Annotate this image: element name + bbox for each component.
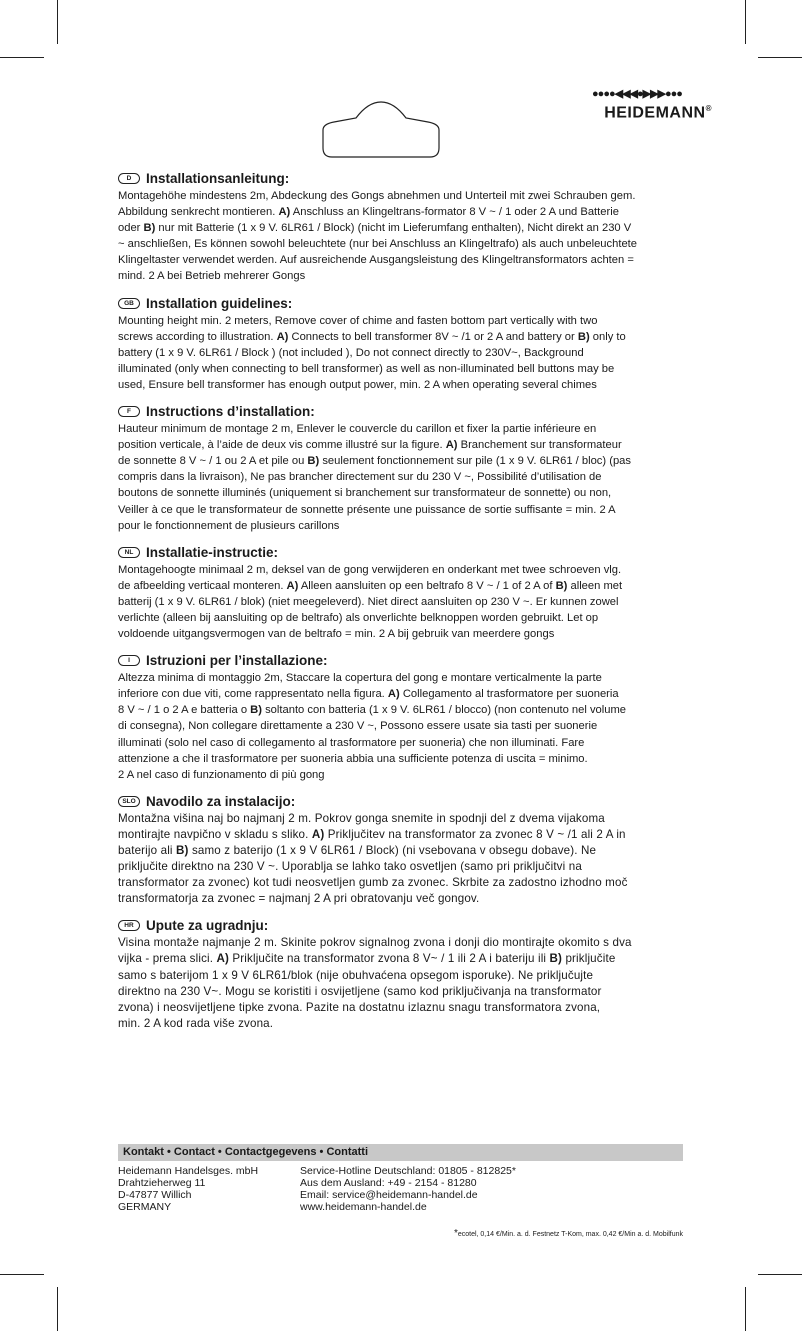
service-info	[300, 1165, 516, 1213]
section-heading	[118, 544, 684, 561]
bold-marker: B)	[307, 455, 320, 468]
section-slo	[118, 793, 684, 908]
text-line: Montagehöhe mindestens 2m, Abdeckung des Gongs abnehmen und Unterteil mit zwei Schrauben gem.	[118, 190, 636, 202]
service-website[interactable]: www.heidemann-handel.de	[300, 1201, 427, 1213]
section-title: Installation guidelines:	[146, 295, 293, 311]
text-line: Mounting height min. 2 meters, Remove cover of chime and fasten bottom part vertically with two	[118, 314, 598, 327]
section-title: Instructions d’installation:	[146, 404, 315, 420]
bold-marker: A)	[445, 439, 458, 452]
brand-logo	[562, 88, 712, 122]
text-line: priključite direktno na 230 V ~. Uporablja se lahko tako osvetljen (samo pri priključitvi na	[118, 860, 582, 874]
text-line: Montažna višina naj bo najmanj 2 m. Pokrov gonga snemite in spodnji del z dvema vijakoma	[118, 811, 605, 825]
bold-marker: A)	[286, 579, 299, 592]
text-line: 8 V ~ / 1 o 2 A e batteria o B) soltanto con batteria (1 x 9 V. 6LR61 / blocco) (non contenuto nel volume	[118, 704, 627, 717]
text-line: boutons de sonnette illuminés (uniquement si branchement sur transformateur de sonnette) ou non,	[118, 487, 612, 500]
crop-mark	[0, 57, 44, 58]
text-line: battery (1 x 9 V. 6LR61 / Block ) (not included ), Do not connect directly to 230V~, Background	[118, 346, 584, 359]
section-title: Istruzioni per l’installazione:	[146, 653, 328, 669]
address-line: Drahtzieherweg 11	[118, 1177, 206, 1189]
section-title: Navodilo za instalacijo:	[146, 793, 296, 809]
text-line: ~ anschließen, Es können sowohl beleuchtete (nur bei Anschluss an Klingeltrafo) als auch unbeleuchtete	[118, 238, 637, 251]
text-line: direktno na 230 V~. Mogu se koristiti i osvijetljene (samo kod priključivanja na transformator	[118, 984, 602, 998]
instructions-content	[118, 170, 684, 1042]
company-address	[118, 1165, 258, 1213]
text-line: attenzione a che il trasformatore per suoneria abbia una sufficiente potenza di uscita = minimo.	[118, 752, 588, 765]
section-body	[118, 811, 684, 908]
contact-bar-label: Kontakt • Contact • Contactgegevens • Contatti	[123, 1146, 369, 1158]
text-line: de sonnette 8 V ~ / 1 ou 2 A et pile ou B) seulement fonctionnement sur pile (1 x 9 V. 6LR61 / bloc) (pas	[118, 455, 631, 468]
address-line: Heidemann Handelsges. mbH	[118, 1165, 259, 1177]
text-line: mind. 2 A bei Betrieb mehrerer Gongs	[118, 270, 306, 283]
text-line: oder B) nur mit Batterie (1 x 9 V. 6LR61 / Block) (nicht im Lieferumfang enthalten), Nicht direkt an 230 V	[118, 222, 632, 235]
crop-mark	[745, 0, 746, 44]
bold-marker: A)	[216, 952, 230, 966]
text-line: transformatorja za zvonec = najmanj 2 A pri obratovanju več gongov.	[118, 892, 480, 906]
text-line: verlichte (alleen bij aansluiting op de beltrafo) als onverlichte belknoppen worden gebruikt. Let op	[118, 611, 599, 624]
bold-marker: A)	[276, 330, 289, 343]
crop-mark	[758, 57, 802, 58]
text-line: compris dans la livraison), Ne pas brancher directement sur du 230 V ~, Possibilité d’utilisation de	[118, 471, 602, 484]
contact-bar	[118, 1144, 683, 1161]
text-line: Altezza minima di montaggio 2m, Staccare la copertura del gong e montare verticalmente la parte	[118, 672, 602, 685]
country-code-badge: F	[118, 406, 140, 417]
text-line: Veiller à ce que le transformateur de sonnette présente une puissance de sortie suffisante = min. 2 A	[118, 503, 616, 516]
bold-marker: A)	[387, 688, 400, 701]
bold-marker: B)	[176, 844, 189, 857]
text-line: position verticale, à l’aide de deux vis comme illustré sur la figure. A) Branchement sur transformateur	[118, 439, 622, 452]
section-i	[118, 652, 684, 783]
section-body	[118, 935, 684, 1032]
logo-name: HEIDEMANN®	[604, 104, 712, 122]
address-line: D-47877 Willich	[118, 1189, 192, 1201]
text-line: samo s baterijom 1 x 9 V 6LR61/blok (nije obuhvaćena opsegom isporuke). Ne priključujte	[118, 968, 594, 982]
crop-mark	[758, 1274, 802, 1275]
section-body	[118, 670, 684, 783]
crop-mark	[0, 1274, 44, 1275]
country-code-badge: I	[118, 655, 140, 666]
text-line: inferiore con due viti, come rappresentato nella figura. A) Collegamento al trasformatore per suoneria	[118, 688, 619, 701]
country-code-badge: SLO	[118, 796, 140, 807]
crop-mark	[57, 0, 58, 44]
section-heading	[118, 295, 684, 312]
section-body	[118, 188, 684, 285]
section-heading	[118, 652, 684, 669]
bold-marker: B)	[143, 222, 156, 235]
country-code-badge: HR	[118, 920, 140, 931]
country-code-badge: GB	[118, 298, 140, 309]
text-line: Montagehoogte minimaal 2 m, deksel van de gong verwijderen en onderkant met twee schroeven vlg.	[118, 563, 622, 576]
section-gb	[118, 295, 684, 393]
service-abroad: Aus dem Ausland: +49 - 2154 - 81280	[300, 1177, 477, 1189]
section-d	[118, 170, 684, 285]
country-code-badge: D	[118, 173, 140, 184]
text-line: used, Ensure bell transformer has enough output power, min. 2 A when operating several chimes	[118, 378, 597, 391]
text-line: Klingeltaster verwendet werden. Auf ausreichende Ausgangsleistung des Klingeltransformators achten =	[118, 254, 634, 267]
section-heading	[118, 170, 684, 187]
section-heading	[118, 793, 684, 810]
crop-mark	[745, 1287, 746, 1331]
section-body	[118, 421, 684, 534]
bold-marker: A)	[311, 827, 325, 841]
logo-sound-waves: ●●●●◀◀◀●▶▶▶●●●	[592, 88, 682, 100]
die-cut-outline	[322, 100, 440, 158]
section-title: Installatie-instructie:	[146, 544, 279, 560]
text-line: montirajte navpično v skladu s sliko. A) Priključitev na transformator za zvonec 8 V ~ /1 ali 2 A in	[118, 827, 626, 841]
section-hr	[118, 917, 684, 1032]
footnote: *ecotel, 0,14 €/Min. a. d. Festnetz T-Kom, max. 0,42 €/Min a. d. Mobilfunk	[453, 1228, 683, 1239]
section-title: Upute za ugradnju:	[146, 918, 269, 934]
text-line: screws according to illustration. A) Connects to bell transformer 8V ~ /1 or 2 A and battery or B) only to	[118, 330, 626, 343]
bold-marker: B)	[577, 330, 590, 343]
text-line: 2 A nel caso di funzionamento di più gong	[118, 768, 325, 781]
bold-marker: B)	[549, 952, 563, 966]
text-line: de afbeelding verticaal monteren. A) Alleen aansluiten op een beltrafo 8 V ~ / 1 of 2 A of B) alleen met	[118, 579, 623, 592]
bold-marker: B)	[250, 704, 262, 717]
text-line: transformator za zvonec) kot tudi neosvetljen gumb za zvonec. Skrbite za zadostno izhodno moč	[118, 876, 628, 890]
service-email[interactable]: Email: service@heidemann-handel.de	[300, 1189, 478, 1201]
country-code-badge: NL	[118, 547, 140, 558]
text-line: vijka - prema slici. A) Priključite na transformator zvona 8 V~ / 1 ili 2 A i bateriju ili B) priključite	[118, 952, 616, 966]
text-line: illuminati (solo nel caso di collegamento al trasformatore per suoneria) che non illuminati. Fare	[118, 736, 585, 749]
section-body	[118, 313, 684, 393]
text-line: batterij (1 x 9 V. 6LR61 / blok) (niet meegeleverd). Niet direct aansluiten op 230 V ~. Er kunnen zowel	[118, 595, 619, 608]
address-line: GERMANY	[118, 1201, 172, 1213]
text-line: di consegna), Non collegare direttamente a 230 V ~, Possono essere usate sia tasti per suonerie	[118, 720, 598, 733]
section-heading	[118, 917, 684, 934]
section-f	[118, 403, 684, 534]
text-line: voldoende uitgangsvermogen van de beltrafo = min. 2 A bij gebruik van meerdere gongs	[118, 628, 555, 641]
text-line: min. 2 A kod rada više zvona.	[118, 1016, 274, 1030]
service-hotline: Service-Hotline Deutschland: 01805 - 812825*	[300, 1165, 516, 1177]
section-nl	[118, 544, 684, 642]
section-body	[118, 562, 684, 642]
text-line: pour le fonctionnement de plusieurs carillons	[118, 519, 340, 532]
text-line: illuminated (only when connecting to bell transformer) as well as non-illuminated bell buttons may be	[118, 362, 615, 375]
bold-marker: A)	[278, 206, 291, 219]
text-line: baterijo ali B) samo z baterijo (1 x 9 V 6LR61 / Block) (ni vsebovana v obsegu dobave). Ne	[118, 844, 597, 857]
section-heading	[118, 403, 684, 420]
text-line: Hauteur minimum de montage 2 m, Enlever le couvercle du carillon et fixer la partie inférieure en	[118, 423, 597, 436]
text-line: zvona) i neosvijetljene tipke zvona. Pazite na dostatnu izlaznu snagu transformatora zvona,	[118, 1000, 601, 1014]
section-title: Installationsanleitung:	[146, 171, 290, 186]
bold-marker: B)	[555, 579, 568, 592]
crop-mark	[57, 1287, 58, 1331]
text-line: Abbildung senkrecht montieren. A) Anschluss an Klingeltrans-formator 8 V ~ / 1 oder 2 A und Batterie	[118, 206, 619, 219]
text-line: Visina montaže najmanje 2 m. Skinite pokrov signalnog zvona i donji dio montirajte okomito s dva	[118, 936, 632, 950]
